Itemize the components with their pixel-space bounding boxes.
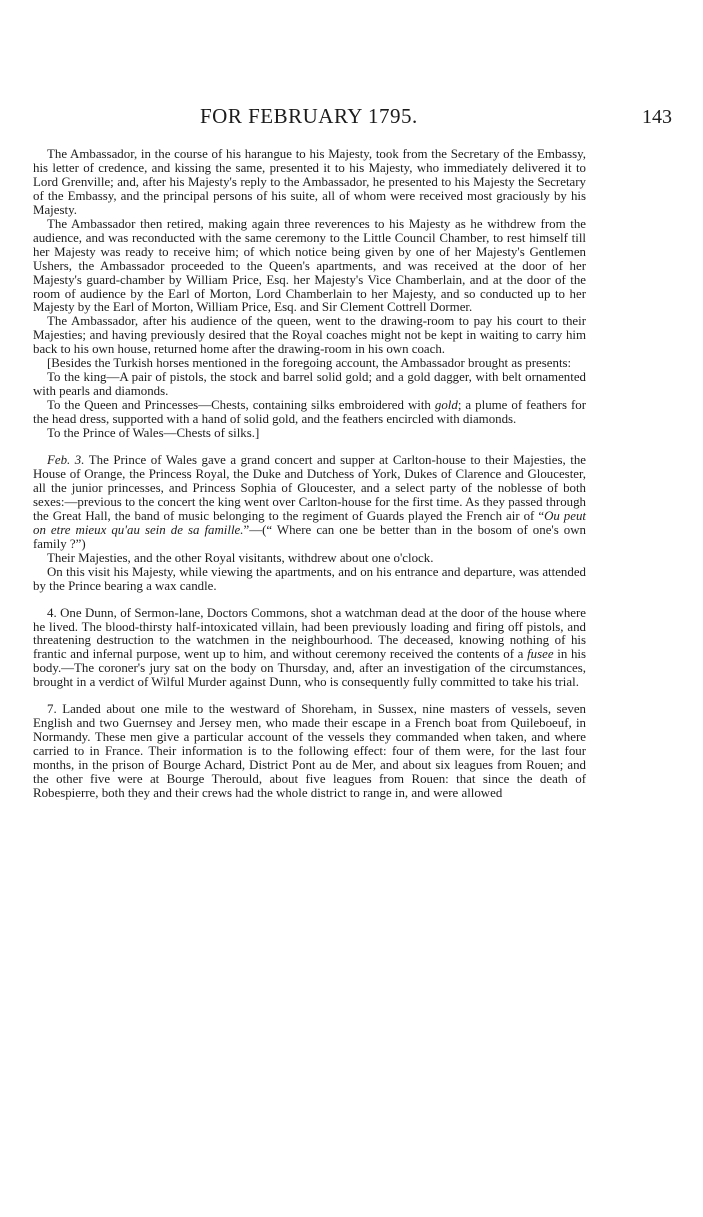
paragraph-drawing-room: The Ambassador, after his audience of the queen, went to the drawing-room to pay his court to their Majesties; and having previously desired that the Royal coaches might not be kept in waiting to carry him back to his own house, returned home after the drawing-room in his own coach. xyxy=(33,314,586,357)
text-run: To the Queen and Princesses—Chests, containing silks embroidered with xyxy=(47,398,435,413)
paragraph-shoreham-escape: 7. Landed about one mile to the westward of Shoreham, in Sussex, nine masters of vessels, seven English and two Guernsey and Jersey men, who made their escape in a French boat from Quileboeuf, in Normandy. These men give a particular account of the vessels they commanded when taken, and where carried to in France. Their information is to the following effect: four of them were, for the last four months, in the prison of Bourge Achard, District Pont au de Mer, and about six leagues from Rouen; and the other five were at Bourge Therould, about five leagues from Rouen: that since the death of Robespierre, both they and their crews had the whole district to range in, and were allowed xyxy=(33,702,586,800)
paragraph-dunn-murder xyxy=(33,607,586,691)
paragraph-ambassador-credence: The Ambassador, in the course of his harangue to his Majesty, took from the Secretary of the Embassy, his letter of credence, and kissing the same, presented it to his Majesty, who immediately delivered it to Lord Grenville; and, after his Majesty's reply to the Ambassador, he presented to his Majesty the Secretary of the Embassy, and the principal persons of his suite, all of whom were received most graciously by his Majesty. xyxy=(33,147,586,217)
text-run: ”—(“ Where can one be better than in the bosom of one's own family ?”) xyxy=(33,522,586,551)
text-run: in his body.—The coroner's jury sat on the body on Thursday, and, after an investigation of the circumstances, brought in a verdict of Wilful Murder against Dunn, who is consequently fully committed to take his trial. xyxy=(33,647,586,690)
page-header xyxy=(0,104,703,140)
entry-date: Feb. 3. xyxy=(47,453,85,468)
text-run: 4. One Dunn, of Sermon-lane, Doctors Commons, shot a watchman dead at the door of the house where he lived. The blood-thirsty half-intoxicated villain, had been previously loading and firing off pistols, and threatening destruction to the watchmen in the neighbourhood. The deceased, knowing nothing of his frantic and infernal purpose, went up to him, and without ceremony received the contents of a xyxy=(33,605,586,662)
paragraph-presents-king: To the king—A pair of pistols, the stock and barrel solid gold; and a gold dagger, with belt ornamented with pearls and diamonds. xyxy=(33,370,586,399)
french-quote: Ou peut on etre mieux qu'au sein de sa famille. xyxy=(33,508,587,537)
paragraph-ambassador-retired: The Ambassador then retired, making again three reverences to his Majesty as he withdrew from the audience, and was reconducted with the same ceremony to the Little Council Chamber, to rest himself till her Majesty was ready to receive him; of which notice being given by one of her Majesty's Gentlemen Ushers, the Ambassador proceeded to the Queen's apartments, and was received at the door of her Majesty's guard-chamber by William Price, Esq. her Majesty's Vice Chamberlain, and at the door of the room of audience by the Earl of Morton, Lord Chamberlain to her Majesty, and so conducted up to her Majesty by the Earl of Morton, William Price, Esq. and Sir Clement Cottrell Dormer. xyxy=(33,216,586,315)
article-body xyxy=(33,148,586,801)
page-number: 143 xyxy=(642,106,672,128)
italic-text: gold xyxy=(434,398,458,413)
paragraph-feb-3 xyxy=(33,454,586,552)
italic-text: fusee xyxy=(527,647,554,662)
paragraph-wax-candle: On this visit his Majesty, while viewing the apartments, and on his entrance and departure, was attended by the Prince bearing a wax candle. xyxy=(33,564,586,593)
paragraph-presents-queen xyxy=(33,399,586,427)
running-title: FOR FEBRUARY 1795. xyxy=(200,104,418,128)
paragraph-presents-intro: [Besides the Turkish horses mentioned in the foregoing account, the Ambassador brought as presents: xyxy=(47,356,572,371)
paragraph-royal-visitants: Their Majesties, and the other Royal visitants, withdrew about one o'clock. xyxy=(47,550,434,565)
paragraph-presents-prince: To the Prince of Wales—Chests of silks.] xyxy=(47,426,260,441)
text-run: The Prince of Wales gave a grand concert and supper at Carlton-house to their Majesties, the House of Orange, the Princess Royal, the Duke and Dutchess of York, Dukes of Clarence and Gloucester, all the junior princesses, and Princess Sophia of Gloucester, and a select party of the noblesse of both sexes:—previous to the concert the king went over Carlton-house for the first time. As they passed through the Great Hall, the band of music belonging to the regiment of Guards played the French air of “ xyxy=(33,453,587,523)
text-run: ; a plume of feathers for the head dress, supported with a hand of solid gold, and the feathers encircled with diamonds. xyxy=(33,398,587,427)
